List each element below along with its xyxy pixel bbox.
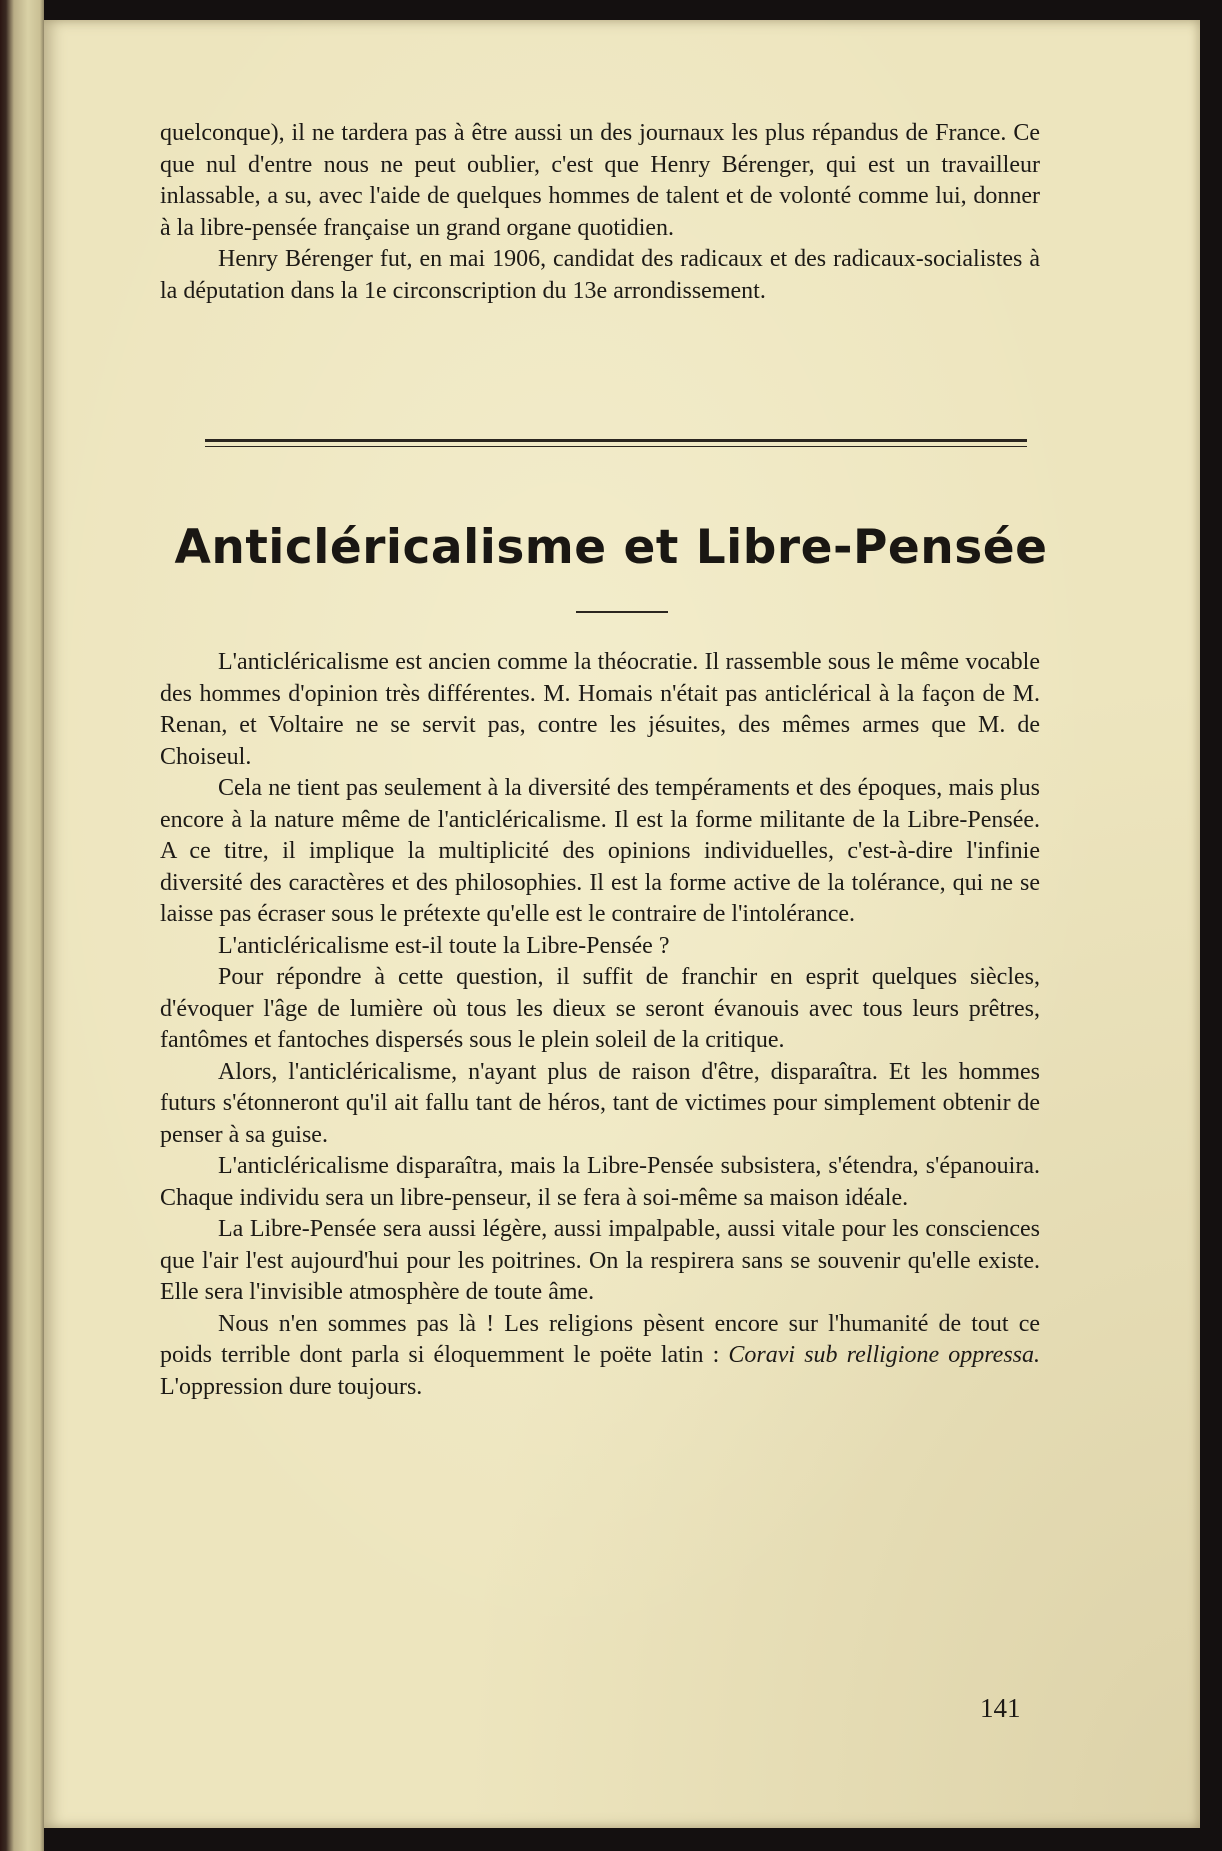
top-paragraph-2-text: Henry Bérenger fut, en mai 1906, candidat des radicaux et des radicaux-socialistes à la députation dans la 1e circonscription du 13e arrondissement. (160, 246, 1040, 304)
article-title: Anticléricalisme et Libre-Pensée (174, 520, 1048, 575)
separator-thin-line (205, 446, 1027, 447)
article-paragraph-8-end: L'oppression dure toujours. (160, 1373, 423, 1400)
latin-quote: Coravi sub relligione oppressa. (728, 1342, 1041, 1368)
top-section (160, 118, 1040, 307)
article-paragraph-7: La Libre-Pensée sera aussi légère, aussi impalpable, aussi vitale pour les consciences que l'air l'est aujourd'hui pour les poitrines. On la respirera sans se souvenir qu'elle existe. Elle sera l'invisible atmosphère de toute âme. (160, 1216, 1040, 1305)
page-number: 141 (980, 1693, 1021, 1723)
article-body (160, 647, 1040, 1403)
article-paragraph-3: L'anticléricalisme est-il toute la Libre-Pensée ? (218, 932, 670, 959)
article-paragraph-8-start: Nous n'en sommes pas là ! Les religions pèsent encore sur l'humanité de tout ce poids terrible dont parla si éloquemment le poëte latin : (160, 1310, 1040, 1368)
title-underline (576, 611, 668, 613)
article-paragraph-2: Cela ne tient pas seulement à la diversité des tempéraments et des époques, mais plus encore à la nature même de l'anticléricalisme. Il est la forme militante de la Libre-Pensée. A ce titre, il implique la multiplicité des opinions individuelles, c'est-à-dire l'infinie diversité des caractères et des philosophies. Il est la forme active de la tolérance, qui ne se laisse pas écraser sous le prétexte qu'elle est le contraire de l'intolérance. (160, 775, 1040, 927)
article-paragraph-4: Pour répondre à cette question, il suffit de franchir en esprit quelques siècles, d'évoquer l'âge de lumière où tous les dieux se seront évanouis avec tous leurs prêtres, fantômes et fantoches dispersés sous le plein soleil de la critique. (160, 964, 1040, 1053)
article-paragraph-1: L'anticléricalisme est ancien comme la théocratie. Il rassemble sous le même vocable des hommes d'opinion très différentes. M. Homais n'était pas anticlérical à la façon de M. Renan, et Voltaire ne se servit pas, contre les jésuites, des mêmes armes que M. de Choiseul. (160, 649, 1040, 770)
section-separator (205, 428, 1027, 448)
article-paragraph-6: L'anticléricalisme disparaîtra, mais la Libre-Pensée subsistera, s'étendra, s'épanouira. Chaque individu sera un libre-penseur, il se fera à soi-même sa maison idéale. (160, 1153, 1040, 1211)
article-paragraph-5: Alors, l'anticléricalisme, n'ayant plus de raison d'être, disparaîtra. Et les hommes futurs s'étonneront qu'il ait fallu tant de héros, tant de victimes pour simplement obtenir de penser à sa guise. (160, 1058, 1040, 1148)
left-page-edge (0, 0, 44, 1851)
article-paragraph-8 (160, 1309, 1040, 1404)
top-paragraph-2 (160, 244, 1040, 307)
top-paragraph-1: quelconque), il ne tardera pas à être aussi un des journaux les plus répandus de France. Ce que nul d'entre nous ne peut oublier, c'est que Henry Bérenger, qui est un travailleur inlassable, a su, avec l'aide de quelques hommes de talent et de volonté comme lui, donner à la libre-pensée française un grand organe quotidien. (160, 120, 1040, 241)
separator-thick-line (205, 439, 1027, 442)
